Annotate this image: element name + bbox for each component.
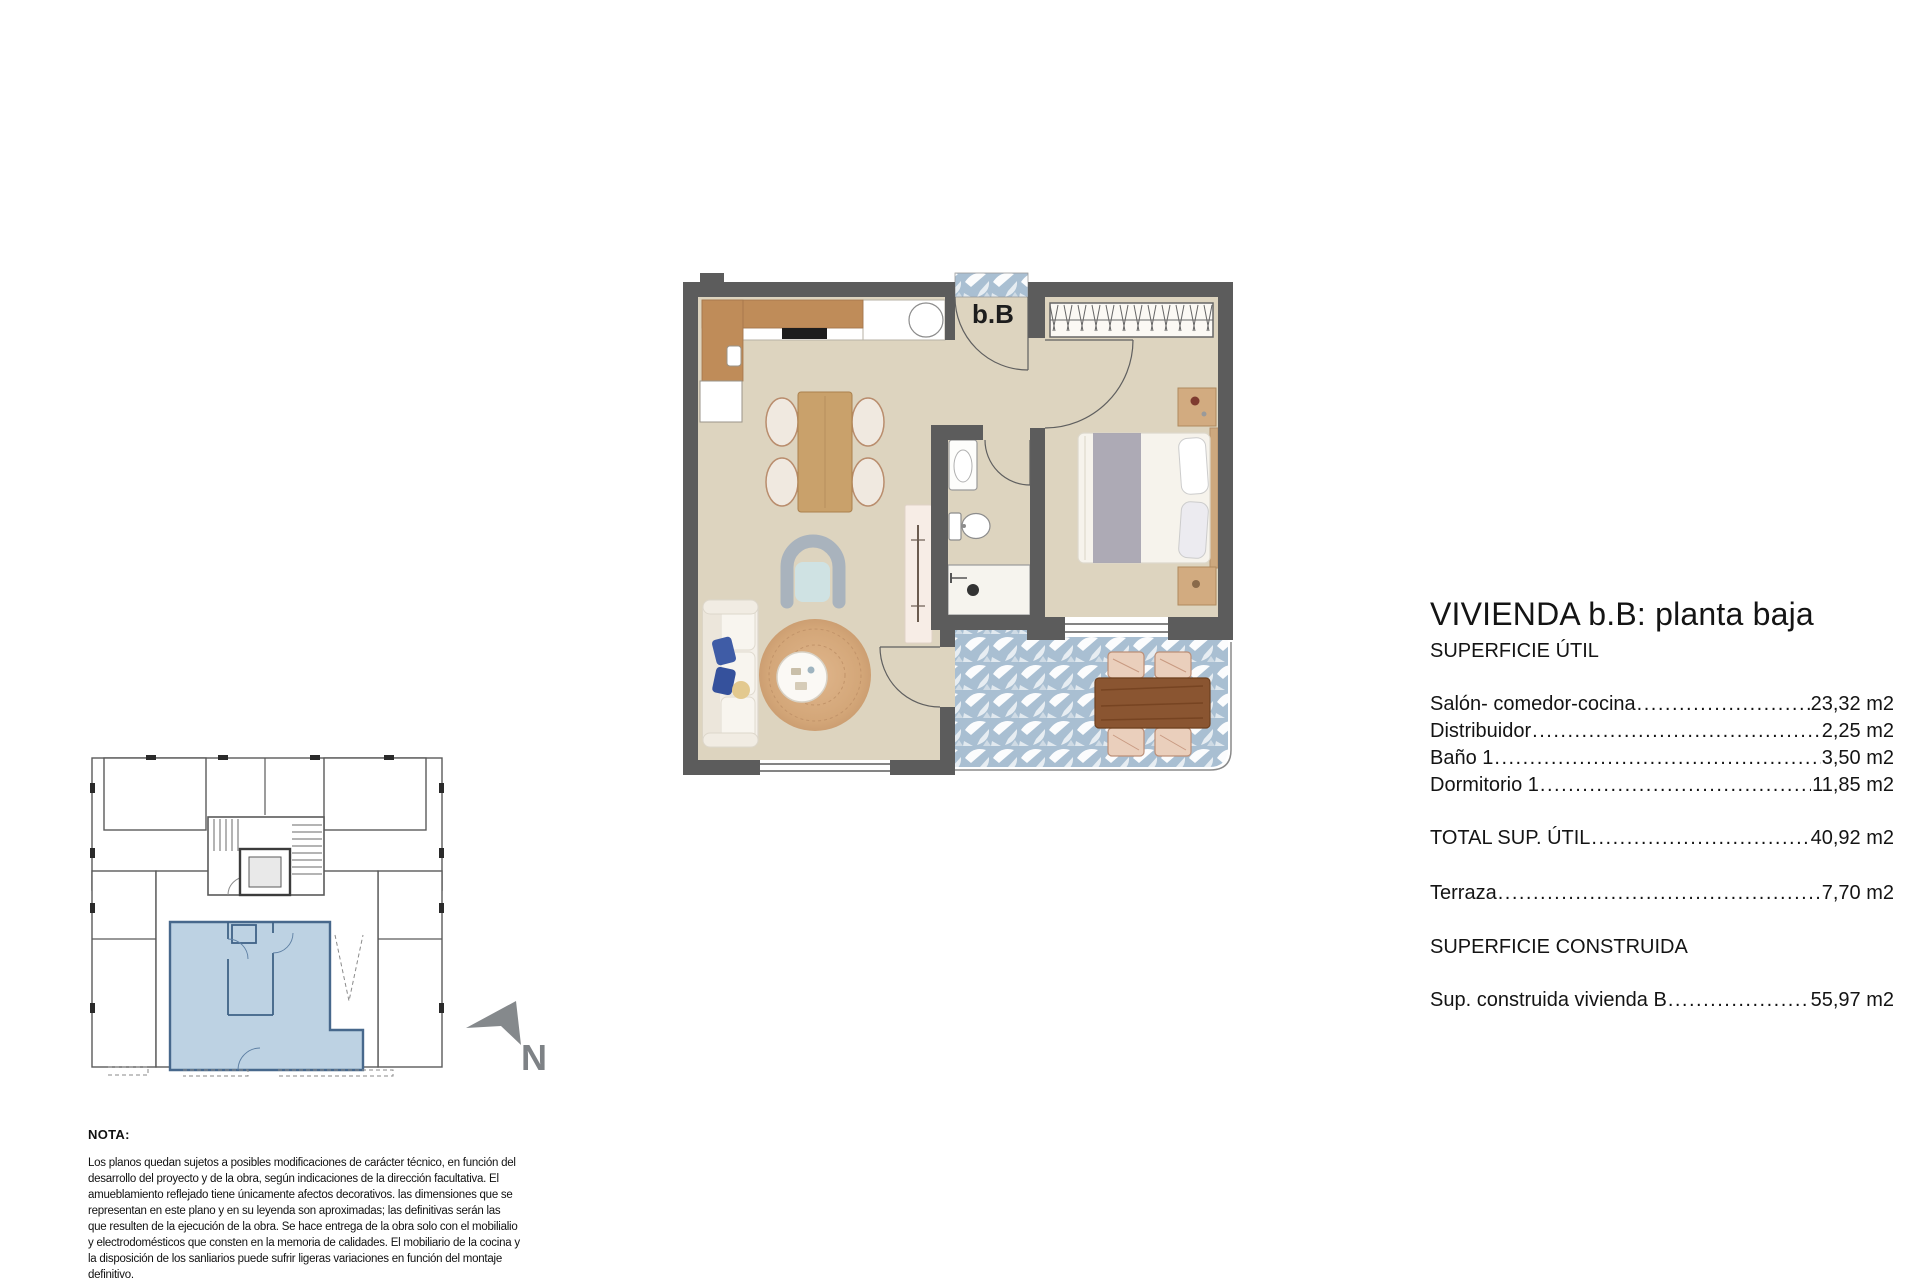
key-plan-right-wing: [378, 871, 442, 1067]
terrace-label: Terraza: [1430, 882, 1497, 904]
room-area: 23,32 m2: [1810, 693, 1894, 715]
window: [760, 760, 890, 775]
surface-row: [1430, 745, 1894, 772]
oven: [727, 346, 741, 366]
unit-label: b.B: [972, 299, 1014, 329]
room-label: Distribuidor: [1430, 720, 1532, 742]
dot-leader: [1637, 691, 1810, 718]
built-surface-row: [1430, 987, 1894, 1014]
wardrobe: [1050, 303, 1213, 337]
wall-notch: [700, 273, 724, 283]
bed-pillow: [1178, 437, 1209, 495]
surface-row: [1430, 772, 1894, 799]
total-label: TOTAL SUP. ÚTIL: [1430, 827, 1591, 849]
elevator: [240, 849, 290, 895]
built-area: 55,97 m2: [1810, 989, 1894, 1011]
room-label: Salón- comedor-cocina: [1430, 693, 1636, 715]
room-label: Dormitorio 1: [1430, 774, 1539, 796]
dot-leader: [1540, 772, 1811, 799]
dot-leader: [1591, 825, 1809, 852]
dot-leader: [1532, 718, 1821, 745]
sofa: [703, 600, 758, 747]
dot-leader: [1498, 880, 1821, 907]
cooktop: [782, 328, 827, 339]
note-body: Los planos quedan sujetos a posibles modificaciones de carácter técnico, en función del desarrollo del proyecto y de la obra, según indicaciones de la dirección facultativa. El amueblamiento reflejado tiene únicamente afectos decorativos. las dimensiones que se representan en este plano y en su leyenda son aproximadas; las definitivas serán las que resulten de la ejecución de la obra. Se hace entrega de la obra solo con el mobilialio y electrodomésticos que consten en la memoria de calidades. El mobiliario de la cocina y la disposición de los sanliarios puede sufrir ligeras variaciones en función del montaje definitivo.: [88, 1157, 520, 1280]
surface-rows: [1430, 691, 1894, 799]
north-arrow-icon: [466, 1001, 521, 1045]
room-area: 11,85 m2: [1812, 774, 1894, 796]
terrace-row: [1430, 880, 1894, 907]
dot-leader: [1668, 987, 1810, 1014]
dining-chair: [852, 398, 884, 446]
dining-chair: [766, 398, 798, 446]
floor-plan: [683, 270, 1233, 782]
toilet: [949, 513, 990, 540]
key-plan-left-wing: [92, 871, 156, 1067]
kitchen-counter-wood-left: [702, 300, 743, 381]
surface-info-panel: [1430, 594, 1894, 1014]
room-label: Baño 1: [1430, 747, 1494, 769]
total-area: 40,92 m2: [1810, 827, 1894, 849]
dining-chair: [852, 458, 884, 506]
dining-chair: [766, 458, 798, 506]
room-area: 3,50 m2: [1821, 747, 1894, 769]
surface-row: [1430, 718, 1894, 745]
key-plan: [88, 753, 448, 1078]
north-label: N: [521, 1037, 547, 1078]
entry-landing: [955, 273, 1028, 297]
fridge: [700, 381, 742, 422]
bed: [1078, 428, 1218, 568]
page-title: VIVIENDA b.B: planta baja: [1430, 596, 1814, 632]
built-surface-heading: SUPERFICIE CONSTRUIDA: [1430, 936, 1688, 958]
nightstand: [1178, 567, 1216, 605]
window: [1065, 619, 1168, 637]
nightstand: [1178, 388, 1216, 426]
bed-blanket: [1093, 433, 1141, 563]
coffee-table: [777, 652, 827, 702]
terrace-area: 7,70 m2: [1821, 882, 1894, 904]
surface-util-heading: SUPERFICIE ÚTIL: [1430, 640, 1599, 662]
room-area: 2,25 m2: [1821, 720, 1894, 742]
entry-jamb: [945, 282, 955, 340]
total-surface-row: [1430, 825, 1894, 852]
built-label: Sup. construida vivienda B: [1430, 989, 1667, 1011]
surface-row: [1430, 691, 1894, 718]
note-block: [88, 1127, 520, 1280]
shower: [948, 565, 1030, 615]
bed-pillow: [1178, 501, 1209, 559]
north-arrow: [458, 998, 573, 1083]
note-heading: NOTA:: [88, 1127, 130, 1142]
kitchen-sink: [909, 303, 943, 337]
console-table: [905, 505, 932, 643]
dot-leader: [1494, 745, 1820, 772]
